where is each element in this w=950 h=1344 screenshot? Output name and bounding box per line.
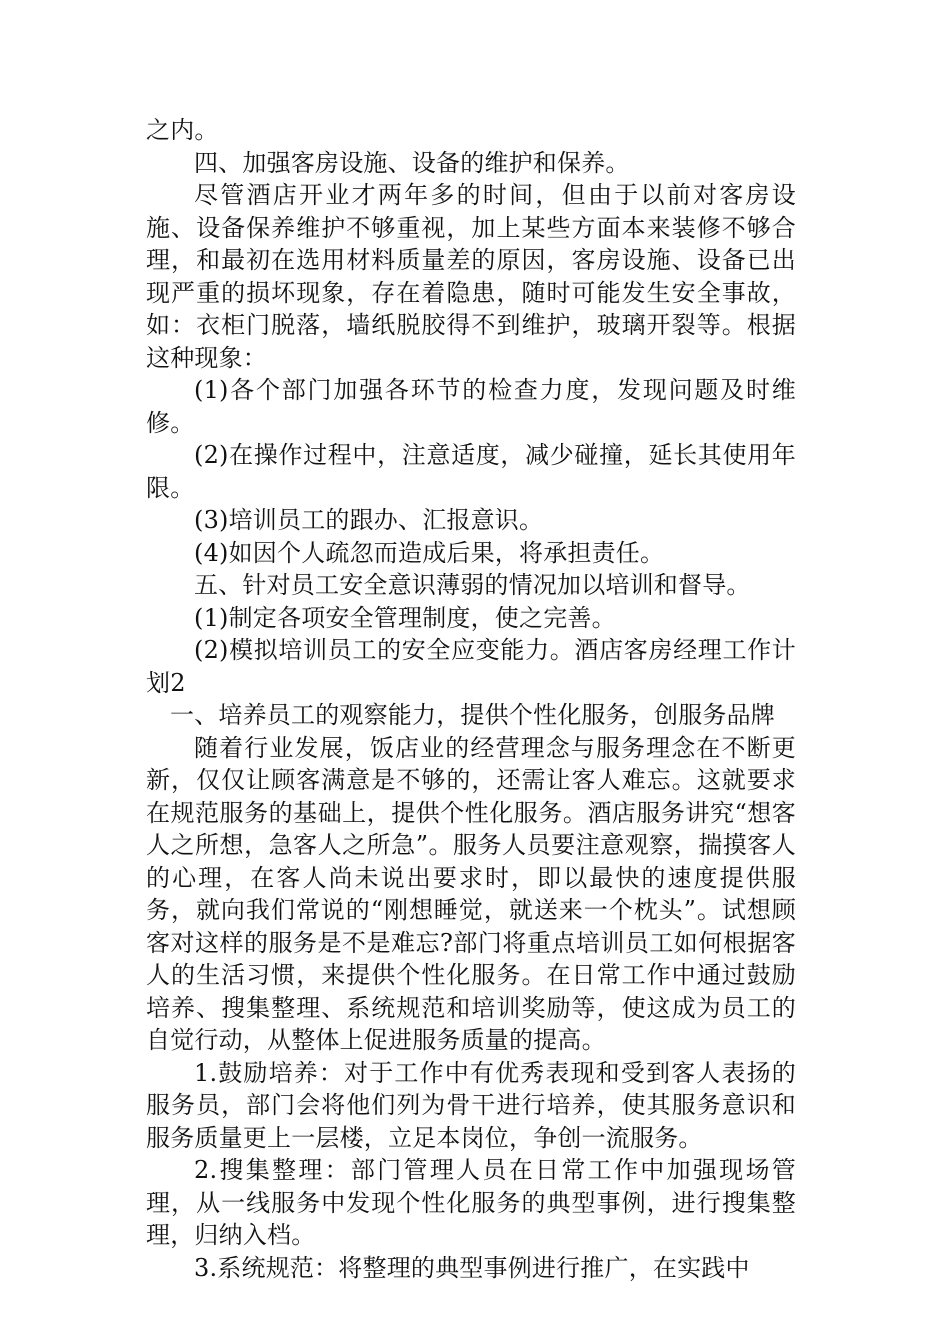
list-item-4: (4)如因个人疏忽而造成后果，将承担责任。 (194, 538, 665, 567)
paragraph-personalized-service: 随着行业发展，饭店业的经营理念与服务理念在不断更新，仅仅让顾客满意是不够的，还需让客人难忘。这就要求在规范服务的基础上，提供个性化服务。酒店服务讲究“想客人之所想，急客人之所急”。服务人员要注意观察，揣摸客人的心理，在客人尚未说出要求时，即以最快的速度提供服务，就向我们常说的“刚想睡觉，就送来一个枕头”。试想顾客对这样的服务是不是难忘?部门将重点培训员工如何根据客人的生活习惯，来提供个性化服务。在日常工作中通过鼓励培养、搜集整理、系统规范和培训奖励等，使这成为员工的自觉行动，从整体上促进服务质量的提高。 (146, 733, 796, 1054)
paragraph-facility-damage: 尽管酒店开业才两年多的时间，但由于以前对客房设施、设备保养维护不够重视，加上某些方面本来装修不够合理，和最初在选用材料质量差的原因，客房设施、设备已出现严重的损坏现象，存在着隐患，随时可能发生安全事故，如：衣柜门脱落，墙纸脱胶得不到维护，玻璃开裂等。根据这种现象： (146, 181, 796, 372)
paragraph-continuation: 之内。 (146, 116, 219, 144)
section-heading-four: 四、加强客房设施、设备的维护和保养。 (194, 148, 630, 177)
list-item-standardize: 3.系统规范：将整理的典型事例进行推广，在实践中 (194, 1253, 750, 1282)
list-item-encourage: 1.鼓励培养：对于工作中有优秀表现和受到客人表扬的服务员，部门会将他们列为骨干进行培养，使其服务意识和服务质量更上一层楼，立足本岗位，争创一流服务。 (146, 1058, 796, 1152)
list-item-safety-1: (1)制定各项安全管理制度，使之完善。 (194, 603, 616, 632)
section-heading-one: 一、培养员工的观察能力，提供个性化服务，创服务品牌 (170, 701, 775, 729)
list-item-1: (1)各个部门加强各环节的检查力度，发现问题及时维修。 (146, 376, 796, 437)
list-item-3: (3)培训员工的跟办、汇报意识。 (194, 506, 544, 534)
list-item-collect: 2.搜集整理：部门管理人员在日常工作中加强现场管理，从一线服务中发现个性化服务的典型事例，进行搜集整理，归纳入档。 (146, 1156, 796, 1249)
document-page (146, 114, 796, 1284)
section-heading-five: 五、针对员工安全意识薄弱的情况加以培训和督导。 (194, 571, 751, 599)
list-item-safety-2: (2)模拟培训员工的安全应变能力。酒店客房经理工作计划2 (146, 636, 796, 697)
list-item-2: (2)在操作过程中，注意适度，减少碰撞，延长其使用年限。 (146, 441, 796, 502)
